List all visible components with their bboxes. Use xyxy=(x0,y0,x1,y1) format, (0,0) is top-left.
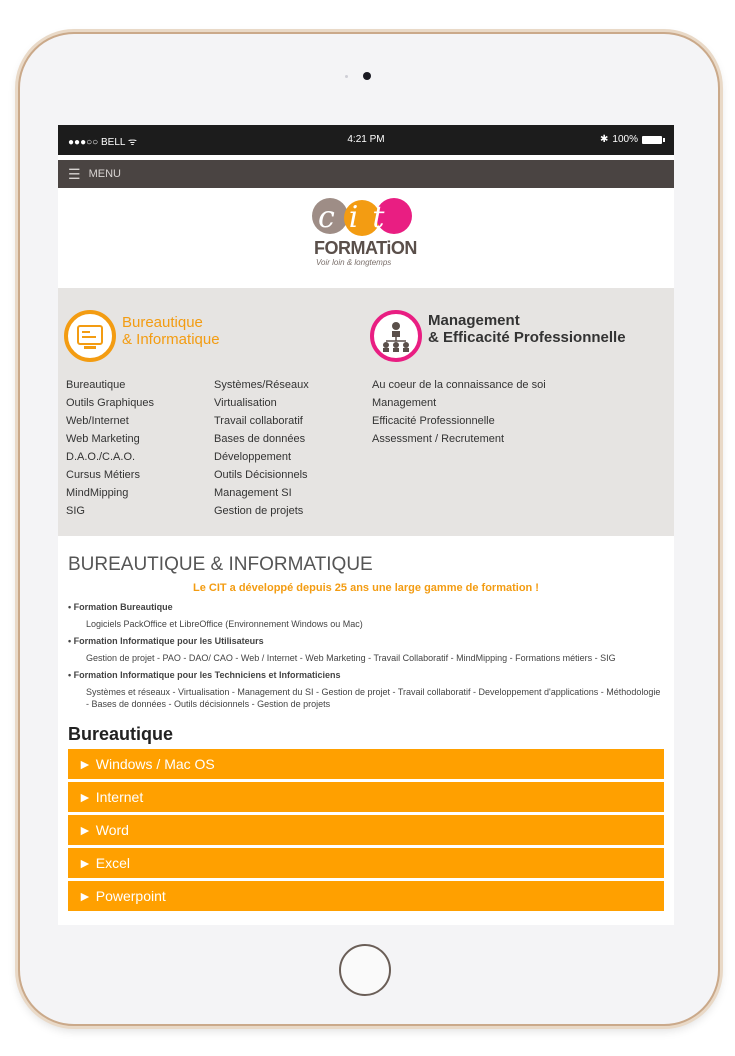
category-title[interactable]: Bureautique & Informatique xyxy=(122,314,220,348)
nav-link[interactable]: MindMipping xyxy=(66,487,129,499)
page-title: BUREAUTIQUE & INFORMATIQUE xyxy=(68,554,373,575)
home-button[interactable] xyxy=(339,944,391,996)
nav-link[interactable]: Systèmes/Réseaux xyxy=(214,379,309,391)
training-list xyxy=(68,602,664,710)
computer-chart-icon xyxy=(64,310,116,362)
nav-link[interactable]: Travail collaboratif xyxy=(214,415,303,427)
list-item-desc: Systèmes et réseaux - Virtualisation - Management du SI - Gestion de projet - Travail collaboratif - Developpement d'applications - Méthodologie - Bases de données - Outils décisionnels - Gestion de projets xyxy=(86,687,661,709)
category-title[interactable]: Management & Efficacité Professionnelle xyxy=(428,312,626,346)
list-item-desc: Gestion de projet - PAO - DAO/ CAO - Web / Internet - Web Marketing - Travail Collaboratif - MindMipping - Formations métiers - SIG xyxy=(86,653,616,663)
accordion-windows-mac[interactable]: ► Windows / Mac OS xyxy=(68,749,664,779)
accordion-excel[interactable]: ► Excel xyxy=(68,848,664,878)
list-item-title: • Formation Bureautique xyxy=(68,602,664,612)
nav-link[interactable]: Développement xyxy=(214,451,292,463)
nav-link[interactable]: Assessment / Recrutement xyxy=(372,433,505,445)
nav-link[interactable]: SIG xyxy=(66,505,85,517)
nav-link[interactable]: Management xyxy=(372,397,437,409)
sensor-icon xyxy=(345,75,348,78)
nav-link[interactable]: Virtualisation xyxy=(214,397,277,409)
cit-formation-logo[interactable] xyxy=(312,198,432,268)
logo-wordmark: FORMATiON xyxy=(314,238,417,258)
nav-link[interactable]: Outils Graphiques xyxy=(66,397,155,409)
nav-link[interactable]: D.A.O./C.A.O. xyxy=(66,451,136,463)
screen xyxy=(58,125,674,925)
menu-label[interactable]: MENU xyxy=(88,168,121,180)
link-column-2 xyxy=(214,376,309,520)
logo-letters: cit xyxy=(318,200,399,235)
camera-icon xyxy=(363,72,371,80)
status-right xyxy=(600,134,662,145)
hamburger-icon[interactable]: ☰ xyxy=(68,166,81,182)
carrier-signal: ●●●○○ BELL ᯤ xyxy=(68,137,137,148)
nav-link[interactable]: Au coeur de la connaissance de soi xyxy=(372,379,546,391)
main-content xyxy=(58,536,674,911)
battery-percent: 100% xyxy=(612,134,638,145)
nav-link[interactable]: Management SI xyxy=(214,487,292,499)
nav-link[interactable]: Bureautique xyxy=(66,379,126,391)
menu-bar[interactable] xyxy=(58,160,674,188)
section-title: Bureautique xyxy=(68,724,174,744)
nav-link[interactable]: Gestion de projets xyxy=(214,505,304,517)
link-column-1 xyxy=(66,376,154,520)
accordion-internet[interactable]: ► Internet xyxy=(68,782,664,812)
nav-link[interactable]: Bases de données xyxy=(214,433,306,445)
nav-link[interactable]: Outils Décisionnels xyxy=(214,469,308,481)
nav-link[interactable]: Cursus Métiers xyxy=(66,469,140,481)
status-time: 4:21 PM xyxy=(347,134,385,145)
accordion-powerpoint[interactable]: ► Powerpoint xyxy=(68,881,664,911)
nav-link[interactable]: Web/Internet xyxy=(66,415,129,427)
status-bar xyxy=(58,125,674,155)
bluetooth-icon: ✱ xyxy=(600,134,609,145)
list-item-title: • Formation Informatique pour les Utilisateurs xyxy=(68,636,664,646)
list-item-desc: Logiciels PackOffice et LibreOffice (Environnement Windows ou Mac) xyxy=(86,619,363,629)
list-item-title: • Formation Informatique pour les Techniciens et Informaticiens xyxy=(68,670,664,680)
categories-panel xyxy=(58,288,674,536)
nav-link[interactable]: Efficacité Professionnelle xyxy=(372,415,495,427)
organization-chart-icon xyxy=(370,310,422,362)
battery-icon xyxy=(642,136,662,144)
link-column-3 xyxy=(372,376,546,448)
logo-tagline: Voir loin & longtemps xyxy=(316,258,392,267)
intro-subtitle: Le CIT a développé depuis 25 ans une large gamme de formation ! xyxy=(193,582,539,594)
header-logo-area xyxy=(58,188,674,288)
nav-link[interactable]: Web Marketing xyxy=(66,433,140,445)
accordion-word[interactable]: ► Word xyxy=(68,815,664,845)
